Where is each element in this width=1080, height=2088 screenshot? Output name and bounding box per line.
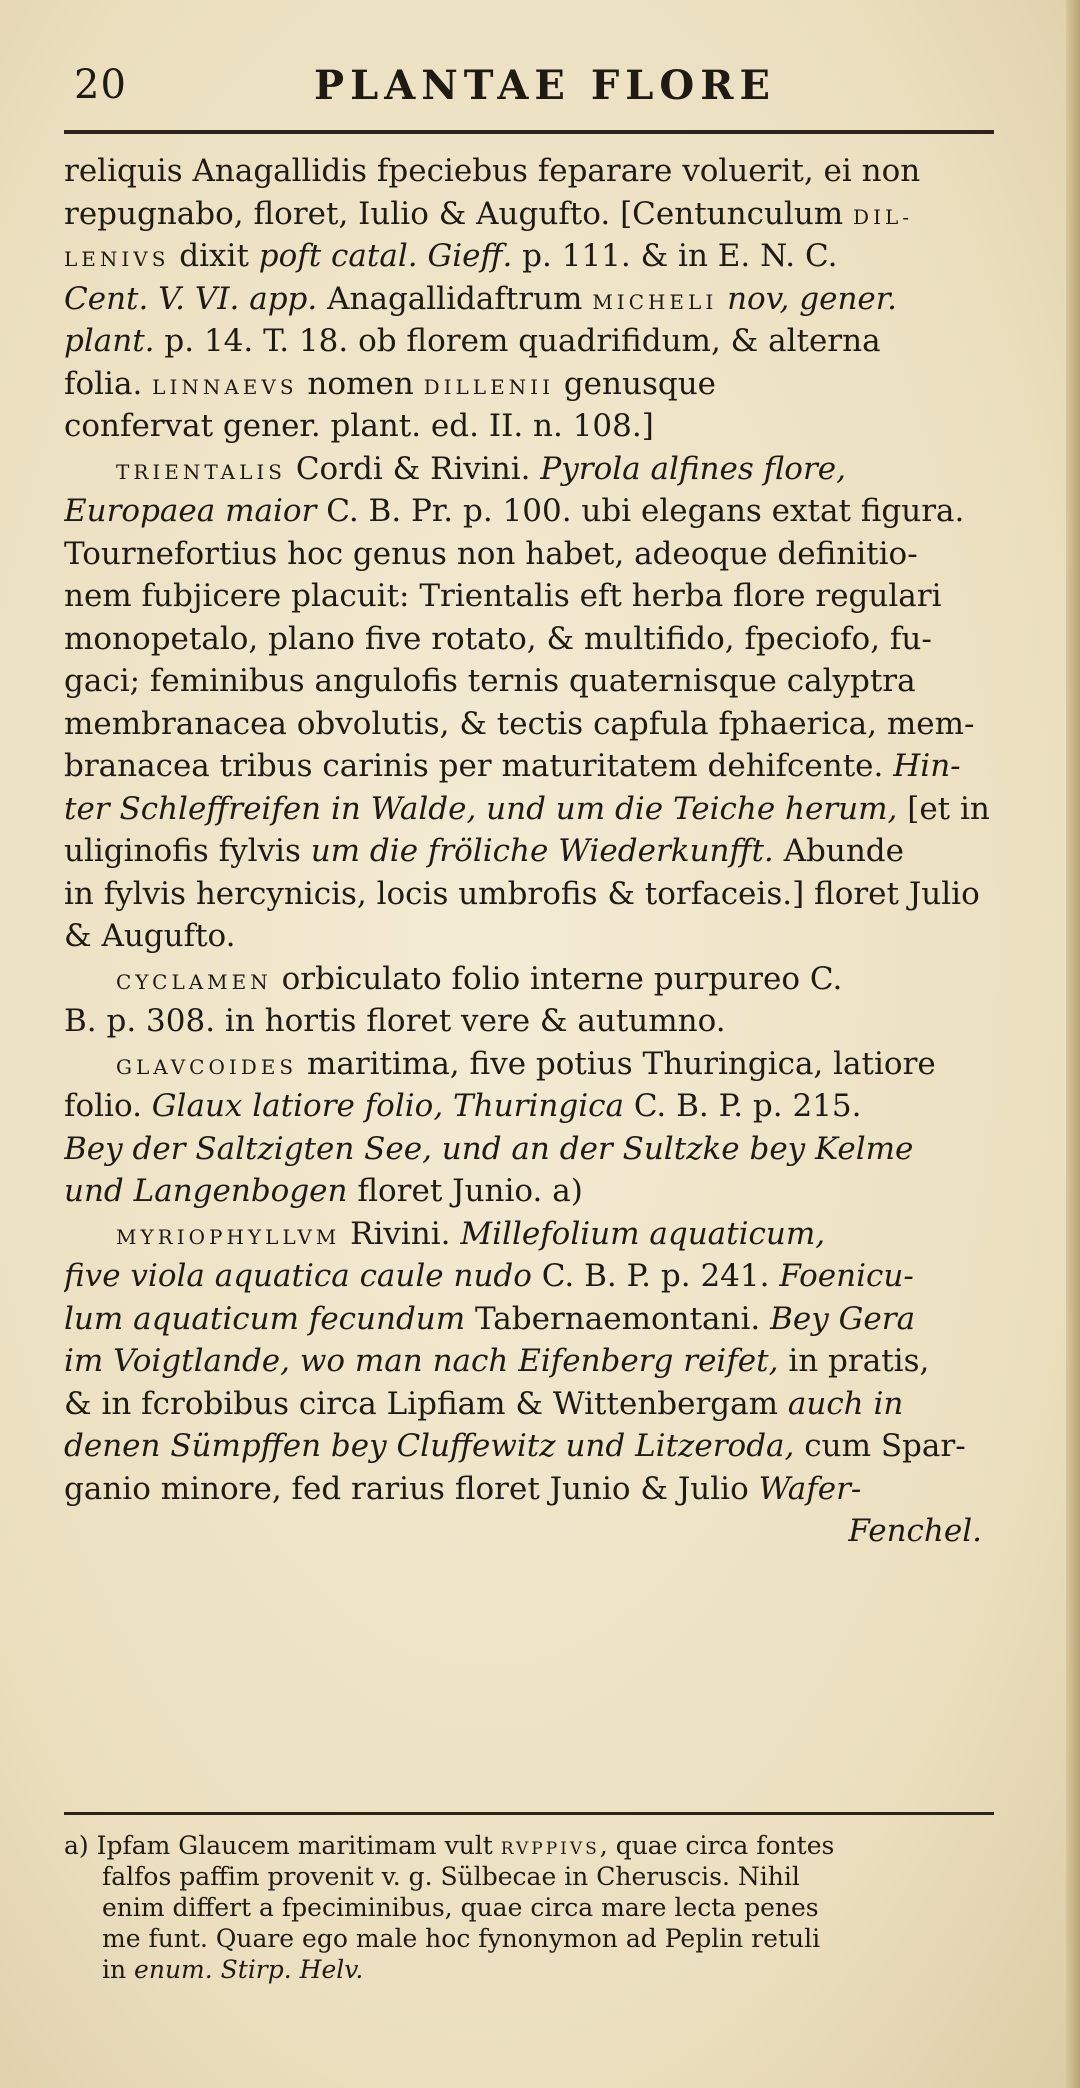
text-line: folio. Glaux latiore folio, Thuringica C. B. P. p. 215. [64, 1088, 862, 1124]
footnote-line: me funt. Quare ego male hoc fynonymon ad Peplin retuli [102, 1924, 821, 1953]
entry-myriophyllum: MYRIOPHYLLVM Rivini. Millefolium aquaticum, [116, 1215, 826, 1252]
entry-cyclamen: CYCLAMEN orbiculato folio interne purpureo C. [116, 960, 843, 997]
text-line: ter Schleffreifen in Walde, und um die Teiche herum, [et in [64, 790, 990, 827]
page-spine-edge [1066, 0, 1080, 2088]
footnote-line: a) Ipfam Glaucem maritimam vult RVPPIVS, quae circa fontes [64, 1831, 835, 1860]
text-line: nem fubjicere placuit: Trientalis eft herba flore regulari [64, 578, 942, 614]
text-line: monopetalo, plano five rotato, & multifido, fpeciofo, fu- [64, 620, 932, 657]
text-line: Tournefortius hoc genus non habet, adeoque definitio- [64, 535, 918, 572]
text-line: reliquis Anagallidis fpeciebus feparare voluerit, ei non [64, 153, 921, 189]
text-line: Bey der Saltzigten See, und an der Sultzke bey Kelme [64, 1130, 914, 1167]
text-line: membranacea obvolutis, & tectis capfula fphaerica, mem- [64, 705, 975, 742]
text-line: denen Sümpffen bey Cluffewitz und Litzeroda, cum Spar- [64, 1428, 966, 1464]
footnote-rule [64, 1812, 994, 1815]
footnote-line: falfos paffim provenit v. g. Sülbecae in Cheruscis. Nihil [102, 1862, 800, 1891]
text-line: & Augufto. [64, 918, 236, 954]
text-line: Europaea maior C. B. Pr. p. 100. ubi elegans extat figura. [64, 493, 965, 529]
footnote-line: in enum. Stirp. Helv. [102, 1955, 364, 1984]
entry-glaucoides: GLAVCOIDES maritima, five potius Thuringica, latiore [116, 1045, 936, 1082]
text-line: lum aquaticum fecundum Tabernaemontani. Bey Gera [64, 1300, 916, 1337]
text-line: & in fcrobibus circa Lipfiam & Wittenbergam auch in [64, 1385, 904, 1422]
text-line: B. p. 308. in hortis floret vere & autumno. [64, 1003, 726, 1039]
text-line: in fylvis hercynicis, locis umbrofis & torfaceis.] floret Julio [64, 875, 980, 912]
text-line: folia. LINNAEVS nomen DILLENII genusque [64, 365, 717, 402]
text-line: im Voigtlande, wo man nach Eifenberg reifet, in pratis, [64, 1343, 930, 1379]
text-line: Cent. V. VI. app. Anagallidaftrum MICHELI nov, gener. [64, 280, 898, 317]
text-line: repugnabo, floret, Iulio & Augufto. [Centunculum DIL- [64, 195, 914, 232]
header-rule [64, 130, 994, 134]
text-line: Fenchel. [848, 1513, 982, 1549]
text-line: confervat gener. plant. ed. II. n. 108.] [64, 408, 654, 444]
footnote-line: enim differt a fpeciminibus, quae circa mare lecta penes [102, 1893, 819, 1922]
text-line: plant. p. 14. T. 18. ob florem quadrifidum, & alterna [64, 323, 881, 359]
text-line: LENIVS dixit poft catal. Gieff. p. 111. & in E. N. C. [64, 238, 838, 274]
page-header [64, 62, 984, 122]
text-line: ganio minore, fed rarius floret Junio & Julio Wafer- [64, 1470, 862, 1507]
main-text [64, 150, 994, 1553]
text-line: branacea tribus carinis per maturitatem dehifcente. Hin- [64, 748, 961, 784]
page-number: 20 [74, 62, 127, 108]
footnote [64, 1830, 994, 1985]
text-line: gaci; feminibus angulofis ternis quaternisque calyptra [64, 663, 916, 699]
entry-trientalis: TRIENTALIS Cordi & Rivini. Pyrola alfines flore, [116, 450, 846, 487]
text-line: uliginofis fylvis um die fröliche Wiederkunfft. Abunde [64, 833, 904, 869]
text-line: five viola aquatica caule nudo C. B. P. p. 241. Foenicu- [64, 1258, 914, 1294]
running-title: PLANTAE FLORE [314, 62, 776, 109]
text-line: und Langenbogen floret Junio. a) [64, 1173, 583, 1209]
